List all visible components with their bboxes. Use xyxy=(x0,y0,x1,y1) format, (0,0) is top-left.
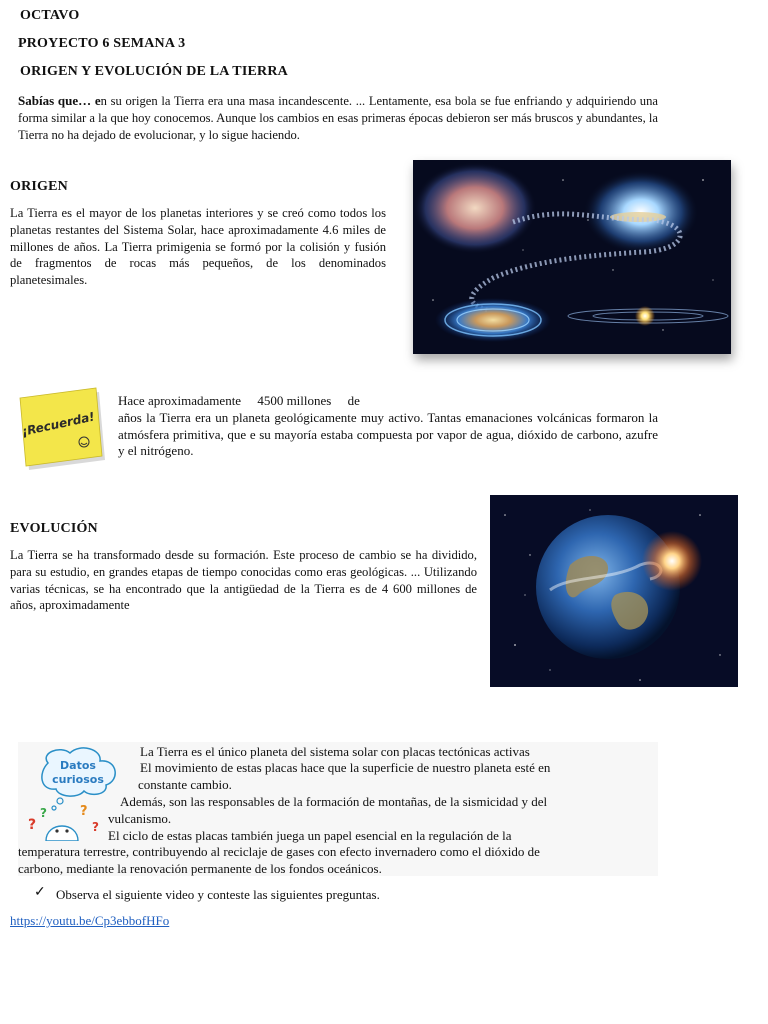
badge-word-1: Datos xyxy=(60,759,96,772)
recuerda-sticky-note xyxy=(12,384,106,470)
page-title: ORIGEN Y EVOLUCIÓN DE LA TIERRA xyxy=(20,64,288,79)
character-head-icon xyxy=(46,826,78,841)
dato-1: La Tierra es el único planeta del sistema solar con placas tectónicas activas xyxy=(140,744,530,759)
recuerda-label: ¡Recuerda! xyxy=(20,409,96,439)
checkmark-icon: ✓ xyxy=(34,885,46,900)
recuerda-first-line: Hace aproximadamente 4500 millones de xyxy=(118,393,360,408)
svg-text:?: ? xyxy=(92,820,99,834)
dato-4-cont: temperatura terrestre, contribuyendo al reciclaje de gases con efecto invernadero como el dióxido de xyxy=(18,844,540,859)
intro-lead: Sabías que… e xyxy=(18,93,101,108)
earth-from-space-image xyxy=(490,495,738,687)
grade-heading: OCTAVO xyxy=(20,8,80,23)
task-instruction: Observa el siguiente video y conteste las siguientes preguntas. xyxy=(56,887,380,902)
dato-4: El ciclo de estas placas también juega un papel esencial en la regulación de la xyxy=(108,828,512,843)
dato-4-end: carbono, mediante la renovación permanente de los fondos oceánicos. xyxy=(18,861,382,876)
svg-text:?: ? xyxy=(80,804,88,819)
question-mark-icon: ? xyxy=(28,817,37,833)
origen-paragraph: La Tierra es el mayor de los planetas interiores y se creó como todos los planetas restantes del Sistema Solar, hace aproximadamente 4.6 miles de millones de años. La Tierra primigenia se formó por la colisión y fusión de fragmentos de rocas más pequeños, de los denominados planetesimales. xyxy=(10,206,386,288)
project-heading: PROYECTO 6 SEMANA 3 xyxy=(18,36,186,51)
intro-paragraph xyxy=(18,93,658,143)
video-link[interactable]: https://youtu.be/Cp3ebbofHFo xyxy=(10,913,170,928)
dato-2: El movimiento de estas placas hace que la superficie de nuestro planeta esté en xyxy=(140,760,551,775)
solar-system-formation-image xyxy=(413,160,731,354)
dato-3: Además, son las responsables de la formación de montañas, de la sismicidad y del xyxy=(120,794,548,809)
dato-3-cont: vulcanismo. xyxy=(108,811,172,826)
evolucion-paragraph: La Tierra se ha transformado desde su formación. Este proceso de cambio se ha dividido, para su estudio, en grandes etapas de tiempo conocidas como eras geológicas. ... Utilizando varias técnicas, se ha encontrado que la antigüedad de la Tierra es de 4 600 millones de años, aproximadamente xyxy=(10,548,477,613)
svg-text:?: ? xyxy=(40,806,47,820)
origen-heading: ORIGEN xyxy=(10,179,68,194)
evolucion-heading: EVOLUCIÓN xyxy=(10,521,98,536)
recuerda-paragraph: años la Tierra era un planeta geológicamente muy activo. Tantas emanaciones volcánicas formaron la atmósfera primitiva, que e su mayoría estaba compuesta por vapor de agua, dióxido de carbono, azufre y el nitrógeno. xyxy=(118,410,658,459)
intro-text: n su origen la Tierra era una masa incandescente. ... Lentamente, esa bola se fue enfriando y adquiriendo una forma similar a la que hoy conocemos. Aunque los cambios en esas primeras épocas debieron ser más bruscos y abundantes, la Tierra no ha dejado de evolucionar, y lo sigue haciendo. xyxy=(18,94,658,142)
badge-word-2: curiosos xyxy=(52,773,104,786)
dato-2-cont: constante cambio. xyxy=(138,777,232,792)
